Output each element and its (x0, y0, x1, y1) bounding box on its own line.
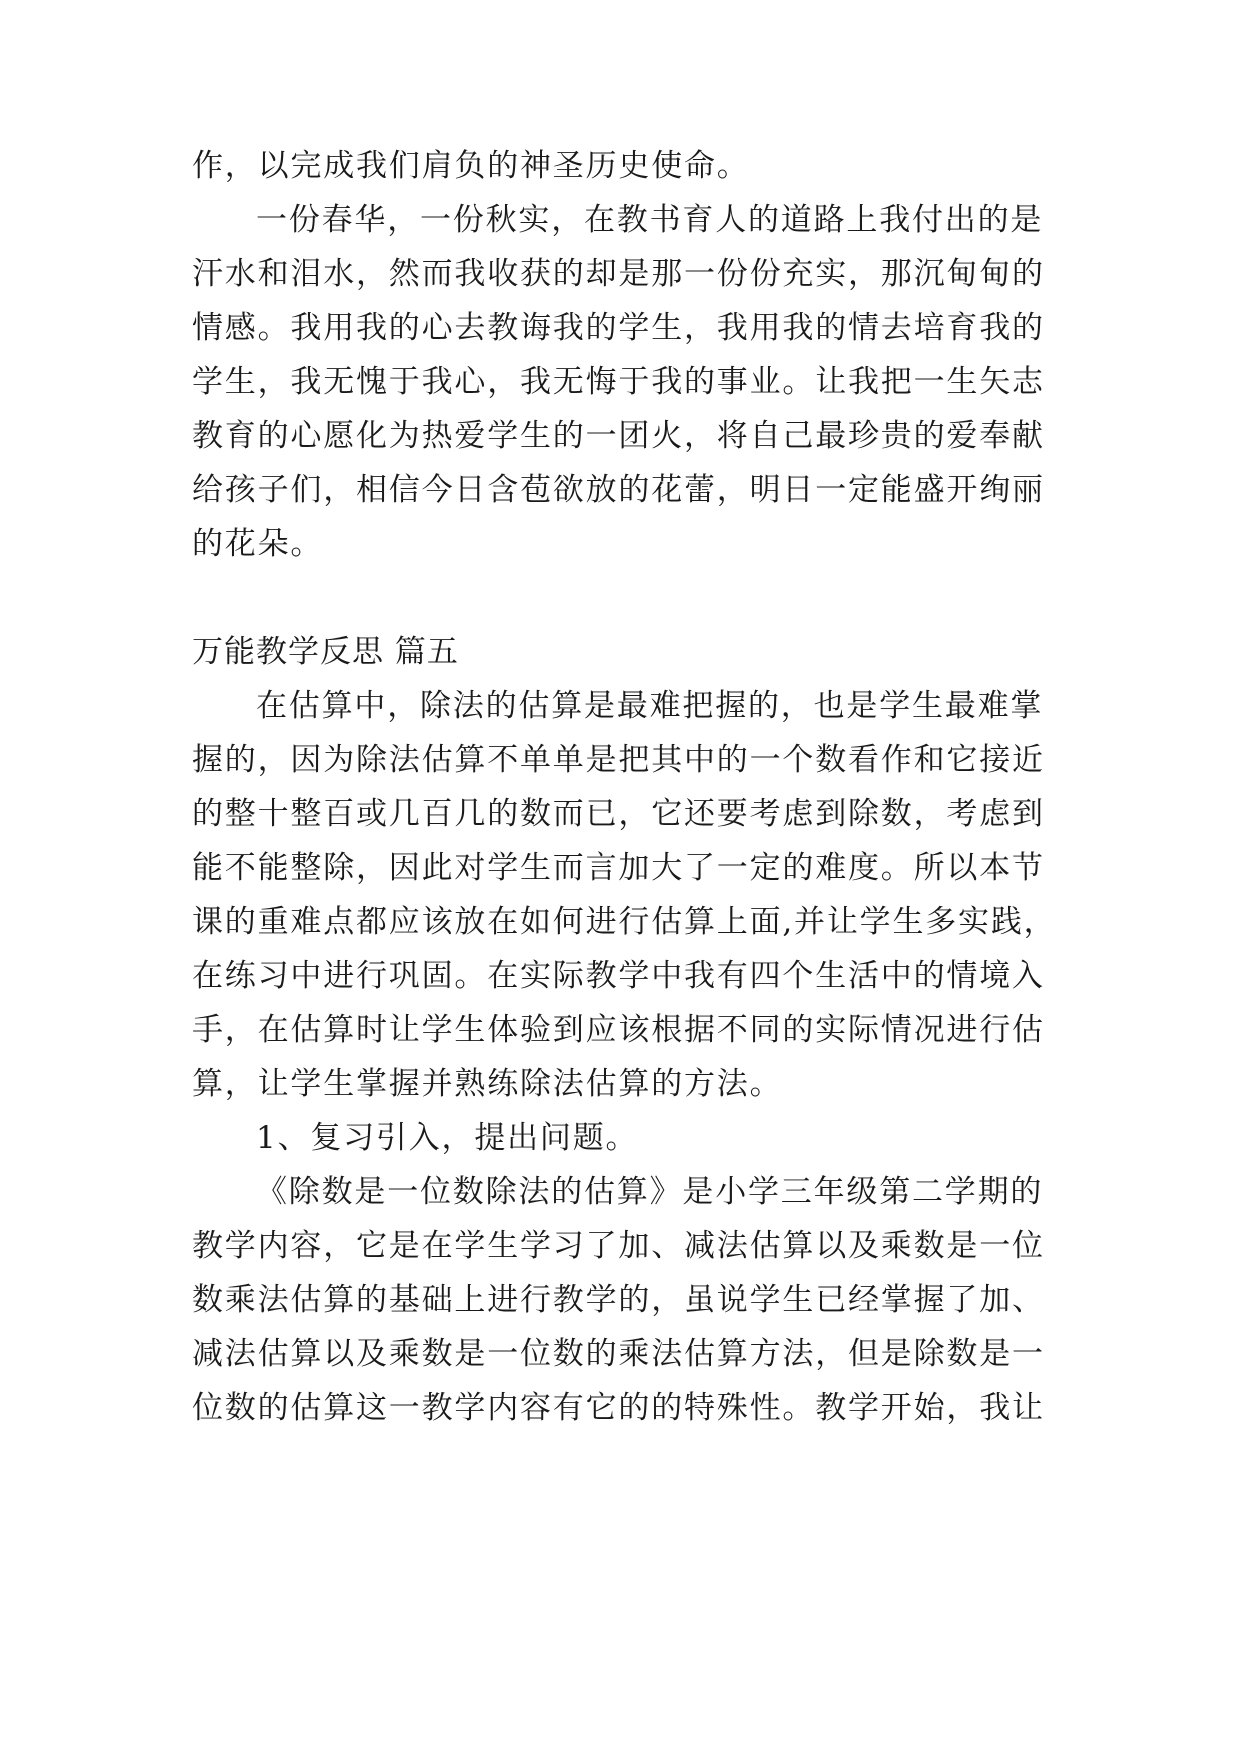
text-line: 给孩子们，相信今日含苞欲放的花蕾，明日一定能盛开绚丽 (192, 472, 1045, 508)
text-line: 作，以完成我们肩负的神圣历史使命。 (192, 148, 750, 184)
text-line: 情感。我用我的心去教诲我的学生，我用我的情去培育我的 (192, 310, 1045, 346)
text-line: 减法估算以及乘数是一位数的乘法估算方法，但是除数是一 (192, 1336, 1045, 1372)
text-line: 握的，因为除法估算不单单是把其中的一个数看作和它接近 (192, 742, 1045, 778)
text-line: 数乘法估算的基础上进行教学的，虽说学生已经掌握了加、 (192, 1282, 1045, 1318)
text-line: 位数的估算这一教学内容有它的的特殊性。教学开始，我让 (192, 1390, 1045, 1426)
text-line: 《除数是一位数除法的估算》是小学三年级第二学期的 (256, 1174, 1044, 1210)
text-line: 教育的心愿化为热爱学生的一团火，将自己最珍贵的爱奉献 (192, 418, 1045, 454)
text-line: 学生，我无愧于我心，我无悔于我的事业。让我把一生矢志 (192, 364, 1045, 400)
text-line: 能不能整除，因此对学生而言加大了一定的难度。所以本节 (192, 850, 1045, 886)
section-heading: 万能教学反思 篇五 (192, 634, 459, 670)
text-line: 的整十整百或几百几的数而已，它还要考虑到除数，考虑到 (192, 796, 1045, 832)
text-line: 在练习中进行巩固。在实际教学中我有四个生活中的情境入 (192, 958, 1045, 994)
text-line: 算，让学生掌握并熟练除法估算的方法。 (192, 1066, 783, 1102)
text-line: 一份春华，一份秋实，在教书育人的道路上我付出的是 (256, 202, 1044, 238)
text-line: 教学内容，它是在学生学习了加、减法估算以及乘数是一位 (192, 1228, 1045, 1264)
text-line: 课的重难点都应该放在如何进行估算上面,并让学生多实践， (192, 904, 1057, 940)
text-line: 汗水和泪水，然而我收获的却是那一份份充实，那沉甸甸的 (192, 256, 1045, 292)
list-item-heading: 1、复习引入，提出问题。 (256, 1120, 639, 1156)
text-line: 手，在估算时让学生体验到应该根据不同的实际情况进行估 (192, 1012, 1045, 1048)
text-line: 的花朵。 (192, 526, 324, 562)
text-line: 在估算中，除法的估算是最难把握的，也是学生最难掌 (256, 688, 1044, 724)
